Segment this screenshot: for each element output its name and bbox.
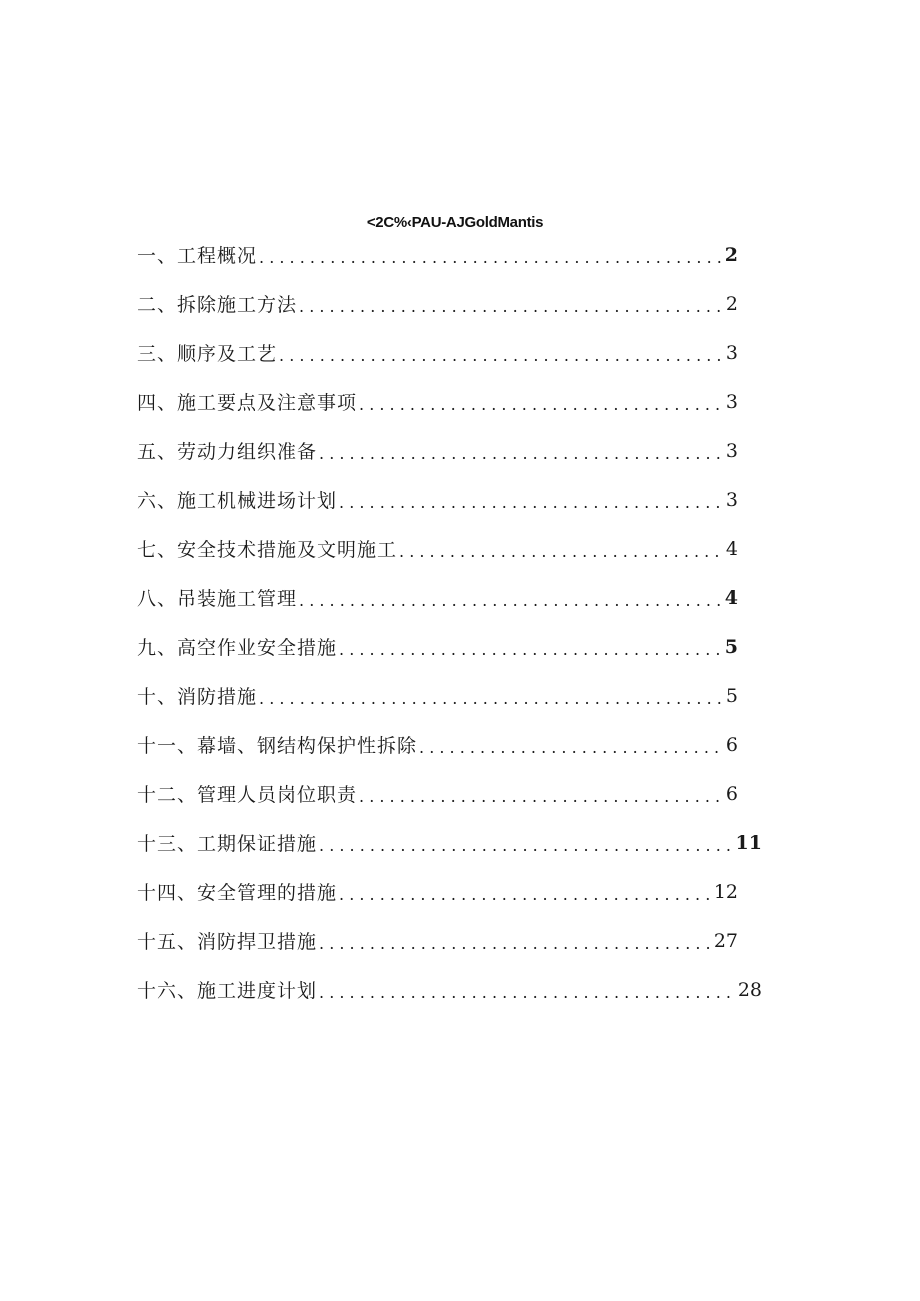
toc-entry-page: 6 <box>725 782 738 805</box>
toc-entry-label: 十二、管理人员岗位职责 <box>137 784 358 806</box>
toc-entry-label: 四、施工要点及注意事项 <box>137 392 358 414</box>
toc-leader-dots <box>319 985 736 1001</box>
toc-entry-9[interactable] <box>137 622 738 671</box>
toc-entry-12[interactable] <box>137 769 738 818</box>
toc-entry-page: 11 <box>735 831 762 854</box>
toc-entry-7[interactable] <box>137 524 738 573</box>
toc-entry-page: 6 <box>725 733 738 756</box>
toc-leader-dots <box>339 887 712 903</box>
toc-entry-4[interactable] <box>137 377 738 426</box>
toc-entry-label: 五、劳动力组织准备 <box>137 441 318 463</box>
toc-entry-1[interactable] <box>137 230 738 279</box>
toc-leader-dots <box>359 397 724 413</box>
toc-entry-page: 3 <box>725 488 738 511</box>
toc-entry-16[interactable] <box>137 965 762 1014</box>
toc-entry-label: 十五、消防捍卫措施 <box>137 931 318 953</box>
toc-entry-label: 八、吊装施工管理 <box>137 588 298 610</box>
toc-entry-label: 九、高空作业安全措施 <box>137 637 338 659</box>
toc-entry-13[interactable] <box>137 818 762 867</box>
toc-entry-8[interactable] <box>137 573 738 622</box>
toc-entry-11[interactable] <box>137 720 738 769</box>
toc-leader-dots <box>259 691 724 707</box>
toc-entry-label: 十三、工期保证措施 <box>137 833 318 855</box>
toc-entry-page: 2 <box>724 243 738 266</box>
toc-entry-page: 2 <box>725 292 738 315</box>
toc-entry-5[interactable] <box>137 426 738 475</box>
toc-entry-label: 十一、幕墙、钢结构保护性拆除 <box>137 735 418 757</box>
toc-entry-page: 5 <box>724 635 738 658</box>
toc-entry-page: 28 <box>737 978 762 1001</box>
toc-entry-2[interactable] <box>137 279 738 328</box>
toc-leader-dots <box>319 936 712 952</box>
toc-entry-label: 十、消防措施 <box>137 686 258 708</box>
table-of-contents <box>137 230 777 1014</box>
toc-entry-label: 三、顺序及工艺 <box>137 343 278 365</box>
toc-entry-page: 3 <box>725 341 738 364</box>
toc-leader-dots <box>299 593 723 609</box>
toc-leader-dots <box>259 250 723 266</box>
toc-entry-label: 十六、施工进度计划 <box>137 980 318 1002</box>
toc-entry-label: 六、施工机械进场计划 <box>137 490 338 512</box>
toc-entry-label: 一、工程概况 <box>137 245 258 267</box>
toc-header: <2C%‹PAU-AJGoldMantis <box>366 214 544 231</box>
toc-entry-page: 4 <box>725 537 738 560</box>
toc-leader-dots <box>359 789 724 805</box>
toc-leader-dots <box>419 740 724 756</box>
toc-leader-dots <box>339 642 723 658</box>
toc-leader-dots <box>299 299 724 315</box>
toc-entry-page: 5 <box>725 684 738 707</box>
toc-entry-page: 12 <box>713 880 738 903</box>
toc-entry-15[interactable] <box>137 916 738 965</box>
toc-entry-10[interactable] <box>137 671 738 720</box>
toc-entry-14[interactable] <box>137 867 738 916</box>
toc-entry-6[interactable] <box>137 475 738 524</box>
toc-entry-label: 二、拆除施工方法 <box>137 294 298 316</box>
toc-leader-dots <box>339 495 724 511</box>
toc-leader-dots <box>279 348 724 364</box>
toc-entry-page: 4 <box>724 586 738 609</box>
toc-leader-dots <box>319 838 734 854</box>
toc-entry-label: 十四、安全管理的措施 <box>137 882 338 904</box>
toc-leader-dots <box>319 446 724 462</box>
toc-entry-3[interactable] <box>137 328 738 377</box>
toc-entry-page: 3 <box>725 439 738 462</box>
toc-leader-dots <box>399 544 724 560</box>
toc-entry-page: 27 <box>713 929 738 952</box>
toc-entry-label: 七、安全技术措施及文明施工 <box>137 539 398 561</box>
toc-entry-page: 3 <box>725 390 738 413</box>
